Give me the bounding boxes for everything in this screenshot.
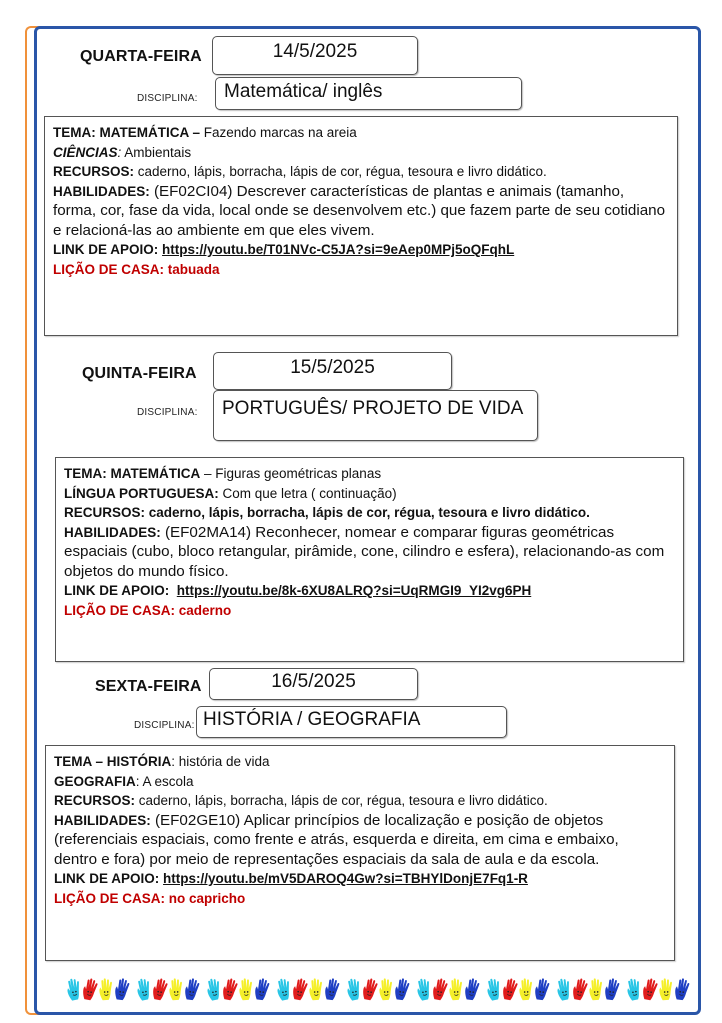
smiling-hand-icon — [604, 978, 620, 1007]
homework-line — [53, 260, 669, 280]
recursos-label: RECURSOS: — [54, 793, 136, 808]
hands-decoration-row — [66, 978, 690, 1007]
smiling-hand-icon — [642, 978, 658, 1007]
subject-line — [54, 772, 666, 792]
date-field — [209, 668, 418, 700]
subject-text: Com que letra ( continuação) — [218, 485, 397, 501]
smiling-hand-icon — [486, 978, 502, 1007]
smiling-hand-icon — [626, 978, 642, 1007]
smiling-hand-icon — [254, 978, 270, 1007]
habilidades-line — [53, 182, 669, 241]
smiling-hand-icon — [184, 978, 200, 1007]
smiling-hand-icon — [324, 978, 340, 1007]
subject-label: CIÊNCIAS — [53, 144, 118, 160]
smiling-hand-icon — [98, 978, 114, 1007]
subject-text: Ambientais — [121, 144, 192, 160]
link-label: LINK DE APOIO: — [53, 242, 159, 257]
smiling-hand-icon — [292, 978, 308, 1007]
date-field — [212, 36, 418, 75]
hand-group — [626, 978, 690, 1007]
smiling-hand-icon — [674, 978, 690, 1007]
smiling-hand-icon — [432, 978, 448, 1007]
recursos-label: RECURSOS: — [64, 505, 146, 520]
tema-line — [54, 752, 666, 772]
disciplina-label: DISCIPLINA: — [137, 93, 198, 104]
smiling-hand-icon — [308, 978, 324, 1007]
smiling-hand-icon — [82, 978, 98, 1007]
support-link[interactable]: https://youtu.be/T01NVc-C5JA?si=9eAep0MPj5oQFqhL — [162, 242, 515, 257]
hand-group — [416, 978, 480, 1007]
link-line — [64, 581, 675, 601]
disciplina-value: HISTÓRIA / GEOGRAFIA — [203, 709, 421, 730]
link-line — [54, 869, 666, 889]
subject-line — [64, 484, 675, 504]
date-field — [213, 352, 452, 390]
disciplina-field — [215, 77, 522, 110]
habilidades-label: HABILIDADES: — [64, 524, 161, 540]
hand-group — [136, 978, 200, 1007]
day-label: QUINTA-FEIRA — [82, 365, 197, 382]
habilidades-label: HABILIDADES: — [53, 183, 150, 199]
hand-group — [206, 978, 270, 1007]
lesson-content-box — [44, 116, 678, 336]
support-link[interactable]: https://youtu.be/8k-6XU8ALRQ?si=UqRMGI9_YI2vg6PH — [176, 583, 532, 598]
homework-line — [64, 601, 675, 621]
smiling-hand-icon — [556, 978, 572, 1007]
lesson-content-box — [45, 745, 675, 961]
homework-label: LIÇÃO DE CASA: — [64, 602, 175, 618]
smiling-hand-icon — [448, 978, 464, 1007]
day-label: SEXTA-FEIRA — [95, 678, 202, 695]
homework-label: LIÇÃO DE CASA: — [54, 890, 165, 906]
smiling-hand-icon — [464, 978, 480, 1007]
link-label: LINK DE APOIO: — [64, 583, 170, 598]
date-value: 15/5/2025 — [290, 357, 375, 378]
recursos-text: caderno, lápis, borracha, lápis de cor, régua, tesoura e livro didático. — [135, 793, 548, 808]
subject-label: LÍNGUA PORTUGUESA: — [64, 485, 219, 501]
tema-label: TEMA – HISTÓRIA — [54, 754, 172, 769]
recursos-text: caderno, lápis, borracha, lápis de cor, régua, tesoura e livro didático. — [134, 164, 547, 179]
hand-group — [66, 978, 130, 1007]
smiling-hand-icon — [206, 978, 222, 1007]
homework-label: LIÇÃO DE CASA: — [53, 261, 164, 277]
recursos-text: caderno, lápis, borracha, lápis de cor, régua, tesoura e livro didático. — [145, 505, 590, 520]
tema-label: TEMA: MATEMÁTICA – — [53, 125, 200, 140]
smiling-hand-icon — [588, 978, 604, 1007]
smiling-hand-icon — [238, 978, 254, 1007]
disciplina-field — [213, 390, 538, 441]
disciplina-value: PORTUGUÊS/ PROJETO DE VIDA — [222, 398, 524, 419]
homework-text: no capricho — [165, 890, 246, 906]
habilidades-text: (EF02CI04) Descrever características de plantas e animais (tamanho, forma, cor, fase da vida, local onde se desenvolvem etc.) que fazem parte de seu cotidiano e relacioná-las ao ambiente em que eles vivem. — [53, 182, 666, 239]
smiling-hand-icon — [518, 978, 534, 1007]
recursos-line — [64, 503, 675, 523]
recursos-label: RECURSOS: — [53, 164, 135, 179]
smiling-hand-icon — [658, 978, 674, 1007]
tema-text: : história de vida — [171, 754, 270, 769]
homework-text: tabuada — [164, 261, 220, 277]
habilidades-text: (EF02GE10) Aplicar princípios de localização e posição de objetos (referenciais espaciais, como frente e atrás, esquerda e direita, em cima e embaixo, dentro e fora) por meio de representações espaciais da sala de aula e da escola. — [54, 811, 619, 868]
tema-text: – Figuras geométricas planas — [200, 466, 382, 481]
link-label: LINK DE APOIO: — [54, 871, 160, 886]
smiling-hand-icon — [276, 978, 292, 1007]
date-value: 14/5/2025 — [272, 41, 358, 62]
tema-text: Fazendo marcas na areia — [199, 125, 357, 140]
tema-line — [53, 123, 669, 143]
smiling-hand-icon — [222, 978, 238, 1007]
smiling-hand-icon — [136, 978, 152, 1007]
habilidades-text: (EF02MA14) Reconhecer, nomear e comparar figuras geométricas espaciais (cubo, bloco retangular, pirâmide, cone, cilindro e esfera), relacionando-as com objetos do mundo físico. — [64, 523, 665, 580]
homework-line — [54, 889, 666, 909]
date-value: 16/5/2025 — [271, 671, 356, 692]
homework-text: caderno — [175, 602, 232, 618]
disciplina-value: Matemática/ inglês — [224, 81, 383, 102]
smiling-hand-icon — [362, 978, 378, 1007]
habilidades-line — [54, 811, 666, 870]
smiling-hand-icon — [114, 978, 130, 1007]
subject-line — [53, 143, 669, 163]
smiling-hand-icon — [416, 978, 432, 1007]
hand-group — [346, 978, 410, 1007]
link-line — [53, 240, 669, 260]
support-link[interactable]: https://youtu.be/mV5DAROQ4Gw?si=TBHYlDonjE7Fq1-R — [163, 871, 528, 886]
hand-group — [276, 978, 340, 1007]
smiling-hand-icon — [378, 978, 394, 1007]
subject-sep: : — [117, 144, 122, 160]
smiling-hand-icon — [168, 978, 184, 1007]
day-label: QUARTA-FEIRA — [80, 48, 202, 65]
lesson-content-box — [55, 457, 684, 662]
smiling-hand-icon — [502, 978, 518, 1007]
tema-line — [64, 464, 675, 484]
smiling-hand-icon — [572, 978, 588, 1007]
disciplina-field — [196, 706, 507, 738]
smiling-hand-icon — [66, 978, 82, 1007]
disciplina-label: DISCIPLINA: — [137, 407, 198, 418]
hand-group — [486, 978, 550, 1007]
smiling-hand-icon — [152, 978, 168, 1007]
subject-label: GEOGRAFIA — [54, 773, 136, 789]
smiling-hand-icon — [346, 978, 362, 1007]
smiling-hand-icon — [394, 978, 410, 1007]
smiling-hand-icon — [534, 978, 550, 1007]
tema-label: TEMA: MATEMÁTICA — [64, 466, 201, 481]
disciplina-label: DISCIPLINA: — [134, 720, 195, 731]
habilidades-line — [64, 523, 675, 582]
subject-text: : A escola — [135, 773, 194, 789]
recursos-line — [53, 162, 669, 182]
habilidades-label: HABILIDADES: — [54, 812, 151, 828]
recursos-line — [54, 791, 666, 811]
hand-group — [556, 978, 620, 1007]
